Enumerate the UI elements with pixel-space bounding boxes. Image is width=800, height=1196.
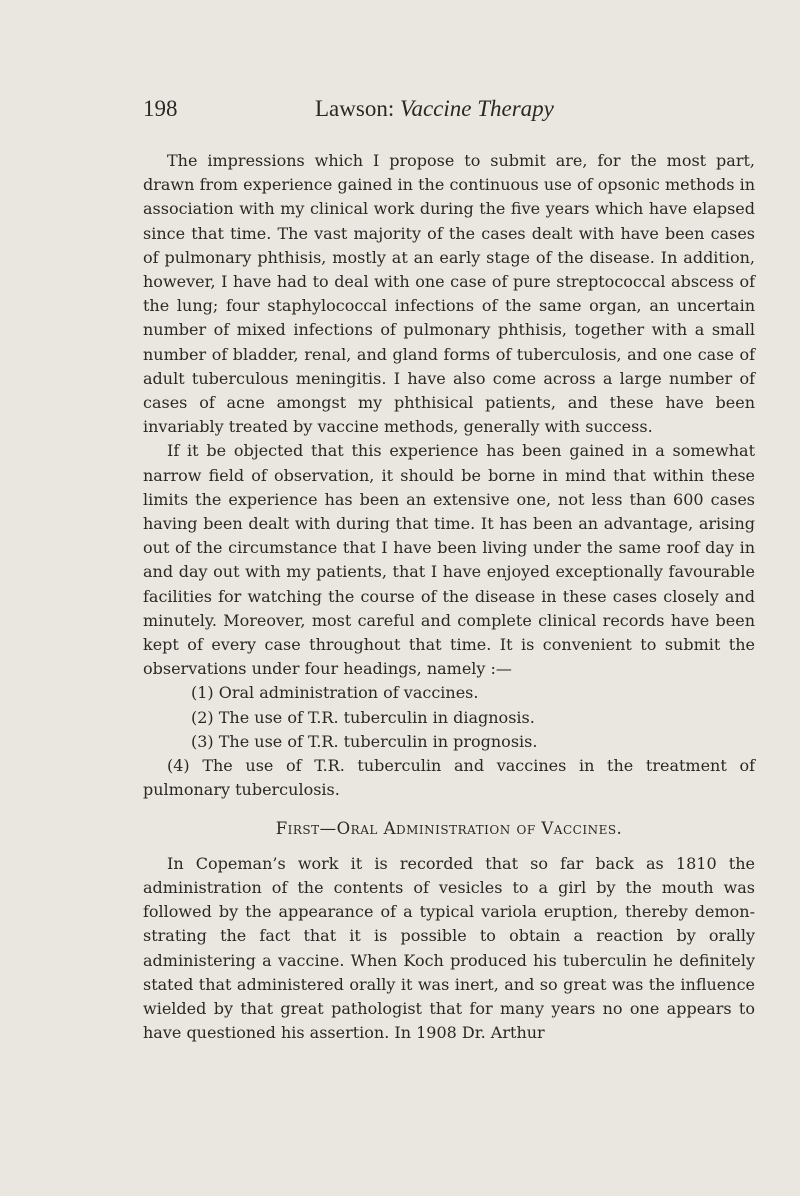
running-head-author: Lawson <box>315 96 388 121</box>
list-item-3: (3) The use of T.R. tuberculin in prognosis. <box>191 731 538 751</box>
running-head-title: Vaccine Therapy <box>399 96 554 121</box>
list-item-2: (2) The use of T.R. tuberculin in diagnosis. <box>191 707 535 727</box>
page-body <box>143 149 755 1045</box>
page-number: 198 <box>143 96 178 121</box>
list-item-1: (1) Oral administration of vaccines. <box>191 683 479 703</box>
page-header <box>143 96 753 126</box>
running-head-separator: : <box>387 96 400 121</box>
list-item-4: (4) The use of T.R. tuberculin and vaccines in the treatment of pulmonary tuberculosis. <box>143 756 755 800</box>
paragraph-1: The impressions which I propose to submit are, for the most part, drawn from experience gained in the continuous use of opsonic methods in association with my clinical work during the five years which have elapsed since that time. The vast majority of the cases dealt with have been cases of pulmonary phthisis, mostly at an early stage of the disease. In addition, however, I have had to deal with one case of pure streptococcal abscess of the lung; four staphylococcal infections of the same organ, an uncertain number of mixed infections of pulmonary phthisis, together with a small number of bladder, renal, and gland forms of tuberculosis, and one case of adult tuberculous meningitis. I have also come across a large number of cases of acne amongst my phthisical patients, and these have been invariably treated by vaccine methods, generally with success. <box>143 151 755 437</box>
section-paragraph: In Copeman’s work it is recorded that so far back as 1810 the administration of the contents of vesicles to a girl by the mouth was followed by the appearance of a typical variola eruption, thereby demonstrating the fact that it is possible to obtain a reaction by orally administering a vaccine. When Koch produced his tuberculin he definitely stated that administered orally it was inert, and so great was the influence wielded by that great pathologist that for many years no one appears to have questioned his assertion. In 1908 Dr. Arthur <box>143 853 755 1043</box>
section-heading: First—Oral Administration of Vaccines. <box>275 819 623 839</box>
paragraph-2: If it be objected that this experience has been gained in a somewhat narrow field of observation, it should be borne in mind that within these limits the experience has been an extensive one, not less than 600 cases having been dealt with during that time. It has been an advantage, arising out of the circumstance that I have been living under the same roof day in and day out with my patients, that I have enjoyed exceptionally favourable facilities for watching the course of the disease in these cases closely and minutely. Moreover, most careful and complete clinical records have been kept of every case throughout that time. It is convenient to submit the observations under four headings, namely :— <box>143 441 755 679</box>
running-head <box>315 96 554 122</box>
